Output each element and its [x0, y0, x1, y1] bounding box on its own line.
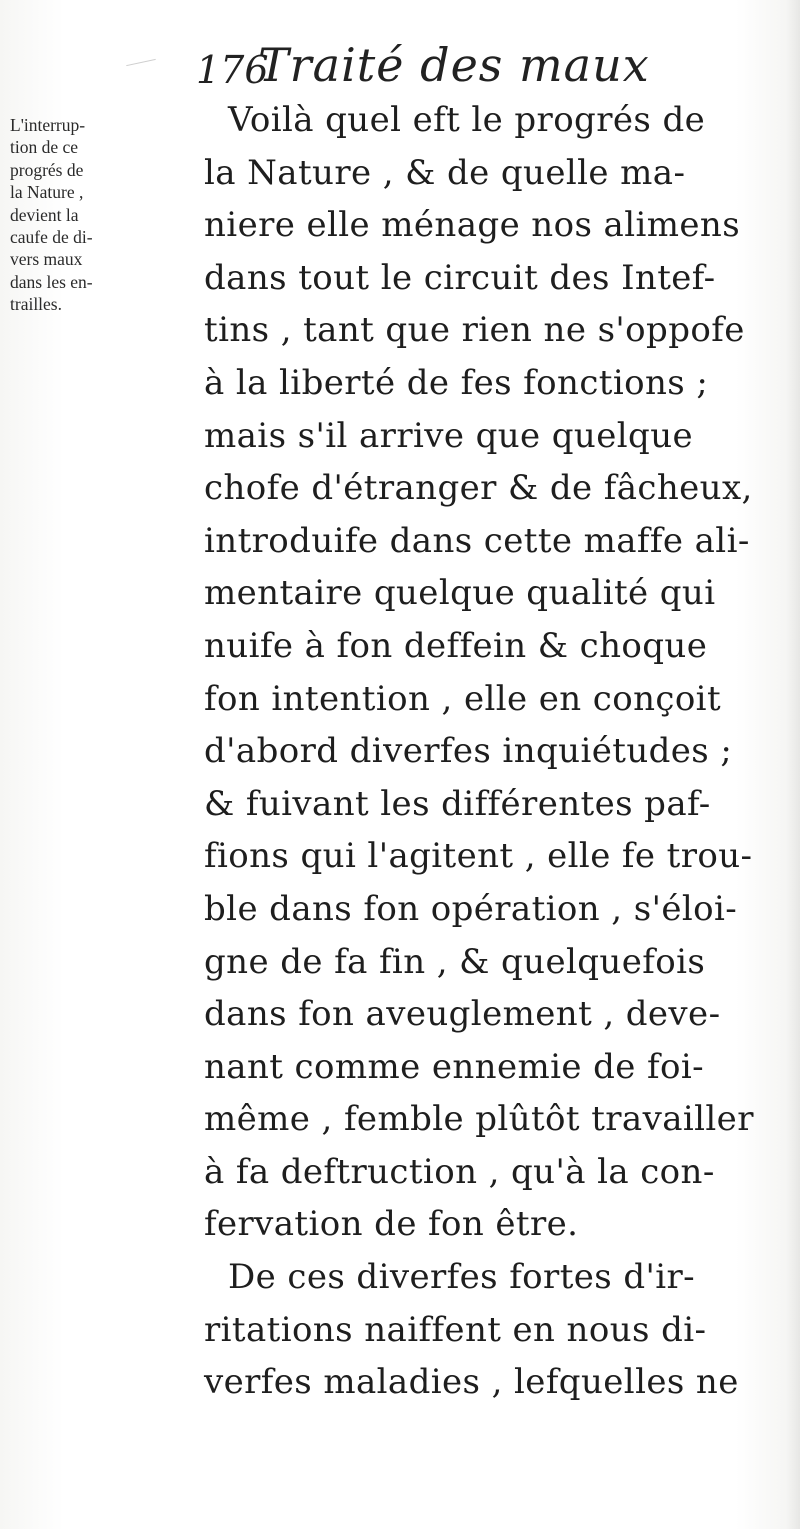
ink-mark [126, 59, 156, 66]
text-line: gne de fa fin , & quelquefois [204, 941, 706, 982]
text-line: la Nature , & de quelle ma- [204, 152, 686, 193]
text-line: introduife dans cette maffe ali- [204, 520, 750, 561]
text-line: De ces diverfes fortes d'ir- [228, 1257, 696, 1298]
page-number: 176 [196, 48, 269, 92]
margin-note-line: tion de ce [10, 137, 79, 158]
text-line: niere elle ménage nos alimens [204, 205, 741, 246]
margin-note [10, 114, 160, 316]
text-line: ble dans fon opération , s'éloi- [204, 888, 738, 929]
page-edge-shadow [786, 0, 800, 1529]
margin-note-line: caufe de di- [10, 227, 93, 248]
margin-note-line: progrés de [10, 159, 84, 180]
text-line: dans tout le circuit des Intef- [204, 257, 716, 298]
running-title: Traité des maux [258, 38, 650, 92]
text-line: mais s'il arrive que quelque [204, 415, 694, 456]
text-line: ritations naiffent en nous di- [204, 1309, 707, 1350]
text-line: fon intention , elle en conçoit [204, 678, 722, 719]
text-line: tins , tant que rien ne s'oppofe [204, 310, 745, 351]
text-line: nant comme ennemie de foi- [204, 1046, 705, 1087]
margin-note-line: L'interrup- [10, 115, 86, 135]
text-line: & fuivant les différentes paf- [204, 783, 711, 824]
text-line: mentaire quelque qualité qui [204, 573, 716, 614]
text-line: chofe d'étranger & de fâcheux, [204, 468, 753, 509]
margin-note-line: vers maux [10, 249, 83, 270]
text-line: dans fon aveuglement , deve- [204, 994, 721, 1035]
margin-note-line: dans les en- [10, 271, 93, 292]
text-line: à fa deftruction , qu'à la con- [204, 1151, 715, 1192]
margin-note-line: devient la [10, 204, 79, 225]
text-line: même , femble plûtôt travailler [204, 1099, 754, 1140]
text-line: nuife à fon deffein & choque [204, 625, 708, 666]
text-line: fervation de fon être. [204, 1204, 579, 1245]
text-line: d'abord diverfes inquiétudes ; [204, 731, 733, 772]
text-line: à la liberté de fes fonctions ; [204, 362, 709, 403]
text-line: Voilà quel eft le progrés de [228, 100, 706, 140]
text-line: verfes maladies , lefquelles ne [204, 1362, 739, 1403]
margin-note-line: la Nature , [10, 182, 84, 203]
body-text [204, 94, 794, 1409]
margin-note-line: trailles. [10, 294, 62, 315]
text-line: fions qui l'agitent , elle fe trou- [204, 836, 753, 877]
